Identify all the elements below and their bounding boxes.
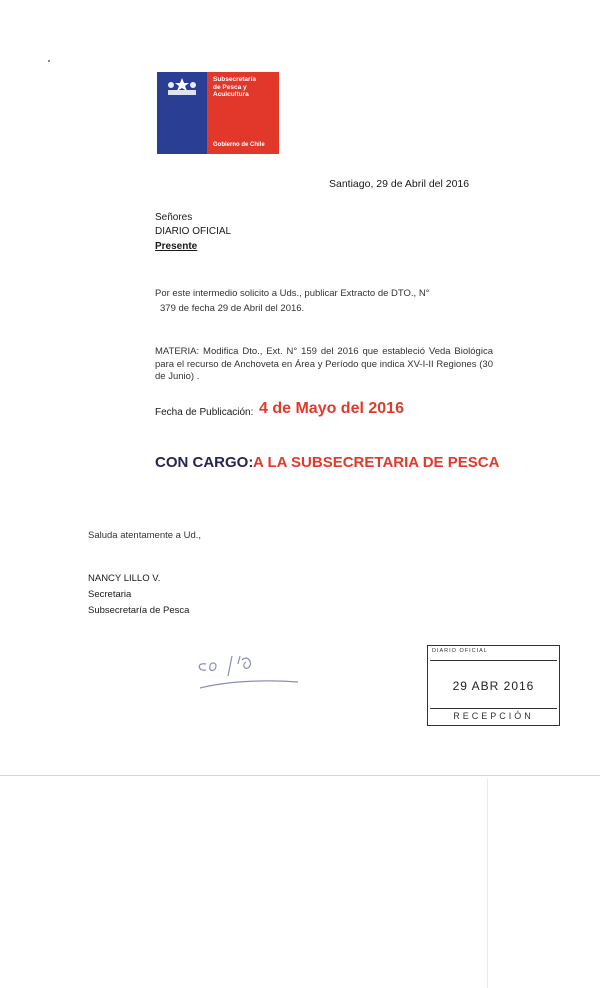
materia-paragraph: MATERIA: Modifica Dto., Ext. N° 159 del 2016 que estableció Veda Biológica para el recurso de Anchoveta en Área y Período que indica XV-I-II Regiones (30 de Junio) . [155, 346, 493, 382]
addressee-line-3: Presente [155, 241, 198, 252]
government-logo [157, 72, 279, 154]
publication-date-label: Fecha de Publicación: [155, 407, 254, 418]
date-line: Santiago, 29 de Abril del 2016 [329, 178, 470, 190]
signer-title: Secretaria [88, 589, 132, 600]
request-line-1: Por este intermedio solicito a Uds., publicar Extracto de DTO., N° [155, 288, 430, 299]
stamp-top-text: DIARIO OFICIAL [432, 648, 488, 654]
addressee-line-1: Señores [155, 212, 193, 223]
signer-unit: Subsecretaría de Pesca [88, 605, 190, 616]
scan-edge-line [487, 778, 488, 988]
request-line-2: 379 de fecha 29 de Abril del 2016. [160, 303, 305, 314]
coat-of-arms-icon [163, 76, 201, 98]
signer-name: NANCY LILLO V. [88, 573, 161, 584]
stamp-date: 29 ABR 2016 [452, 679, 535, 693]
cargo-value: A LA SUBSECRETARIA DE PESCA [253, 454, 500, 471]
stamp-divider [430, 660, 557, 661]
logo-org-name: Subsecretaría de Pesca y Acuicultura [213, 76, 256, 98]
publication-date-value: 4 de Mayo del 2016 [259, 400, 404, 417]
cargo-label: CON CARGO: [155, 454, 254, 471]
closing-salutation: Saluda atentamente a Ud., [88, 530, 202, 541]
addressee-line-2: DIARIO OFICIAL [155, 226, 232, 237]
scan-speck [48, 60, 50, 62]
handwritten-note-icon [192, 642, 302, 692]
stamp-divider [430, 708, 557, 709]
reception-stamp [427, 645, 560, 726]
page-break-rule [0, 775, 600, 776]
logo-gobierno: Gobierno de Chile [213, 142, 265, 148]
stamp-bottom-text: RECEPCIÓN [453, 711, 534, 721]
